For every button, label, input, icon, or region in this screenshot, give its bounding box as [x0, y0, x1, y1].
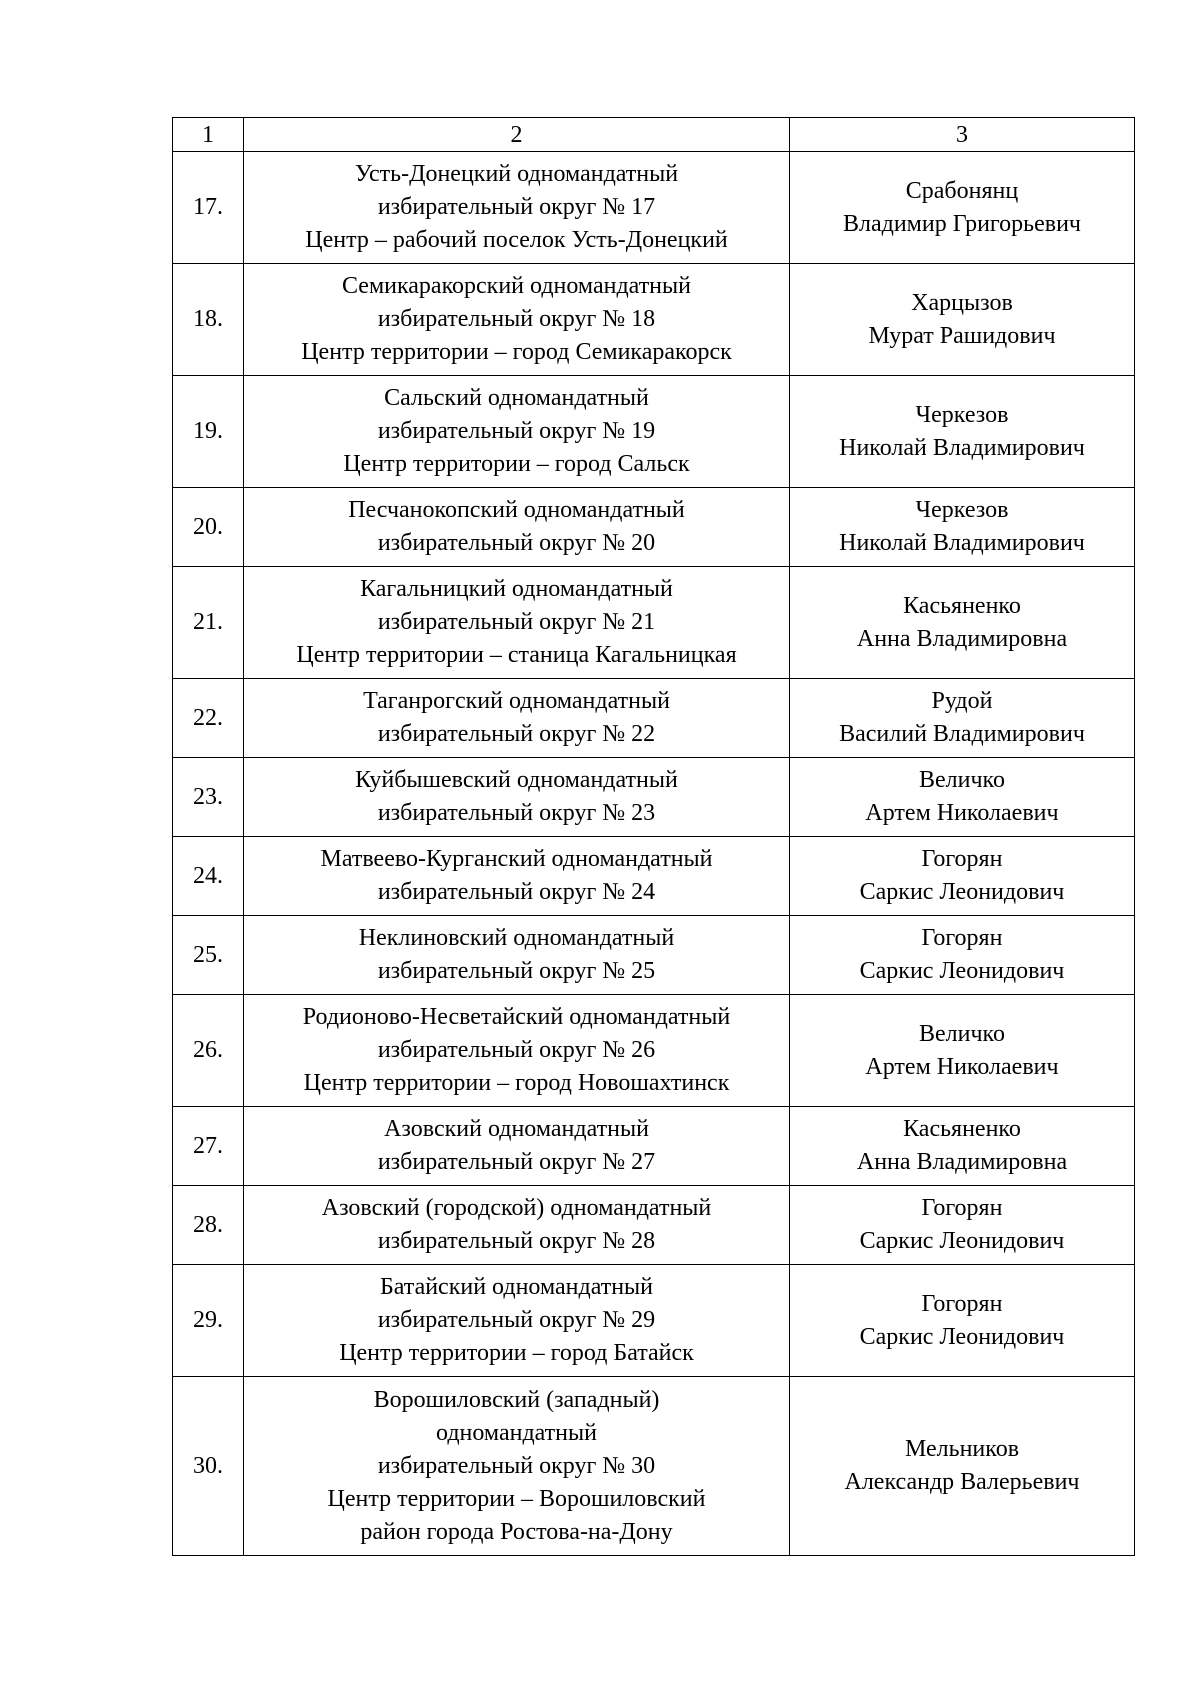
person-given-names: Артем Николаевич [865, 800, 1059, 826]
table-row [173, 1107, 1135, 1186]
table-row [173, 837, 1135, 916]
row-number: 23. [173, 758, 244, 837]
district-table [172, 117, 1135, 1556]
district-cell [244, 837, 790, 916]
district-cell [244, 264, 790, 376]
person-surname: Величко [919, 767, 1005, 793]
table-row [173, 376, 1135, 488]
district-line: Родионово-Несветайский одномандатный [302, 1004, 731, 1030]
district-line: Азовский одномандатный [384, 1116, 649, 1142]
district-cell [244, 1377, 790, 1556]
district-line: избирательный округ № 20 [377, 530, 656, 556]
person-cell [790, 1265, 1135, 1377]
district-line: избирательный округ № 28 [377, 1228, 656, 1254]
person-surname: Касьяненко [903, 1116, 1021, 1142]
person-cell [790, 916, 1135, 995]
table-row [173, 1265, 1135, 1377]
row-number: 26. [173, 995, 244, 1107]
person-surname: Величко [919, 1020, 1005, 1047]
header-cell-3: 3 [790, 118, 1135, 152]
table-row [173, 758, 1135, 837]
row-number: 19. [173, 376, 244, 488]
district-line: Матвеево-Курганский одномандатный [320, 846, 713, 872]
person-cell [790, 758, 1135, 837]
header-cell-1: 1 [173, 118, 244, 152]
district-cell [244, 376, 790, 488]
row-number: 25. [173, 916, 244, 995]
district-line: избирательный округ № 18 [377, 306, 656, 332]
person-surname: Касьяненко [903, 592, 1021, 619]
district-line: избирательный округ № 23 [377, 800, 656, 826]
person-surname: Срабонянц [905, 177, 1019, 204]
person-cell [790, 1377, 1135, 1556]
person-cell [790, 376, 1135, 488]
person-given-names: Саркис Леонидович [859, 1323, 1065, 1350]
table-row [173, 995, 1135, 1107]
person-cell [790, 995, 1135, 1107]
person-surname: Черкезов [915, 497, 1009, 523]
person-cell [790, 264, 1135, 376]
row-number: 28. [173, 1186, 244, 1265]
person-given-names: Анна Владимировна [856, 625, 1068, 652]
person-given-names: Мурат Рашидович [868, 322, 1056, 349]
row-number: 21. [173, 567, 244, 679]
district-cell [244, 995, 790, 1107]
district-line: избирательный округ № 21 [377, 609, 656, 635]
person-surname: Черкезов [915, 401, 1009, 428]
district-line: Центр территории – город Новошахтинск [303, 1070, 730, 1096]
person-cell [790, 152, 1135, 264]
row-number: 17. [173, 152, 244, 264]
table-row [173, 1186, 1135, 1265]
district-line: избирательный округ № 22 [377, 721, 656, 747]
district-line: Неклиновский одномандатный [358, 925, 675, 951]
person-given-names: Анна Владимировна [856, 1149, 1068, 1175]
row-number: 20. [173, 488, 244, 567]
table-body [173, 118, 1135, 1556]
table-row [173, 264, 1135, 376]
person-cell [790, 488, 1135, 567]
person-given-names: Владимир Григорьевич [842, 210, 1082, 237]
person-surname: Гогорян [921, 846, 1003, 872]
person-given-names: Саркис Леонидович [859, 1228, 1065, 1254]
district-line: Усть-Донецкий одномандатный [354, 161, 679, 187]
district-line: район города Ростова-на-Дону [360, 1518, 673, 1545]
district-line: Батайский одномандатный [379, 1274, 654, 1300]
row-number: 27. [173, 1107, 244, 1186]
district-line: Куйбышевский одномандатный [355, 767, 678, 793]
district-line: Центр территории – станица Кагальницкая [296, 642, 737, 668]
person-cell [790, 679, 1135, 758]
district-cell [244, 488, 790, 567]
person-surname: Гогорян [921, 1195, 1003, 1221]
row-number: 29. [173, 1265, 244, 1377]
header-cell-2: 2 [244, 118, 790, 152]
person-cell [790, 1186, 1135, 1265]
person-cell [790, 567, 1135, 679]
person-surname: Гогорян [921, 1290, 1003, 1317]
person-cell [790, 1107, 1135, 1186]
person-given-names: Артем Николаевич [865, 1053, 1059, 1080]
person-given-names: Николай Владимирович [839, 434, 1085, 461]
table-row [173, 567, 1135, 679]
district-line: Центр территории – Ворошиловский [327, 1485, 706, 1512]
table-header-row [173, 118, 1135, 152]
district-line: Азовский (городской) одномандатный [321, 1195, 712, 1221]
district-line: Центр территории – город Семикаракорск [301, 339, 732, 365]
district-cell [244, 1186, 790, 1265]
district-line: Ворошиловский (западный) [373, 1386, 660, 1413]
district-cell [244, 916, 790, 995]
district-line: Песчанокопский одномандатный [348, 497, 685, 523]
person-cell [790, 837, 1135, 916]
table-row [173, 916, 1135, 995]
district-line: Сальский одномандатный [384, 385, 649, 411]
district-line: Центр территории – город Сальск [343, 451, 690, 477]
row-number: 18. [173, 264, 244, 376]
row-number: 24. [173, 837, 244, 916]
person-given-names: Александр Валерьевич [844, 1469, 1080, 1495]
district-cell [244, 758, 790, 837]
district-cell [244, 1107, 790, 1186]
person-surname: Гогорян [921, 925, 1003, 951]
district-line: одномандатный [436, 1419, 597, 1446]
person-surname: Харцызов [911, 289, 1013, 316]
district-line: Кагальницкий одномандатный [360, 576, 673, 602]
person-surname: Мельников [904, 1436, 1020, 1462]
person-given-names: Василий Владимирович [839, 721, 1085, 747]
row-number: 22. [173, 679, 244, 758]
district-cell [244, 152, 790, 264]
district-line: Центр – рабочий поселок Усть-Донецкий [305, 227, 728, 253]
table-row [173, 488, 1135, 567]
person-given-names: Николай Владимирович [839, 530, 1085, 556]
district-line: избирательный округ № 29 [377, 1307, 656, 1333]
district-line: Центр территории – город Батайск [339, 1340, 694, 1366]
district-line: Семикаракорский одномандатный [342, 273, 691, 299]
table-row [173, 152, 1135, 264]
district-line: избирательный округ № 27 [377, 1149, 656, 1175]
district-line: избирательный округ № 19 [377, 418, 656, 444]
district-cell [244, 679, 790, 758]
district-cell [244, 567, 790, 679]
row-number: 30. [173, 1377, 244, 1556]
district-line: избирательный округ № 26 [377, 1037, 656, 1063]
person-surname: Рудой [931, 688, 993, 714]
district-line: избирательный округ № 24 [377, 879, 656, 905]
district-line: избирательный округ № 30 [377, 1452, 656, 1479]
person-given-names: Саркис Леонидович [859, 879, 1065, 905]
table-row [173, 1377, 1135, 1556]
district-line: Таганрогский одномандатный [363, 688, 670, 714]
table-row [173, 679, 1135, 758]
district-cell [244, 1265, 790, 1377]
district-line: избирательный округ № 25 [377, 958, 656, 984]
person-given-names: Саркис Леонидович [859, 958, 1065, 984]
district-line: избирательный округ № 17 [377, 194, 656, 220]
